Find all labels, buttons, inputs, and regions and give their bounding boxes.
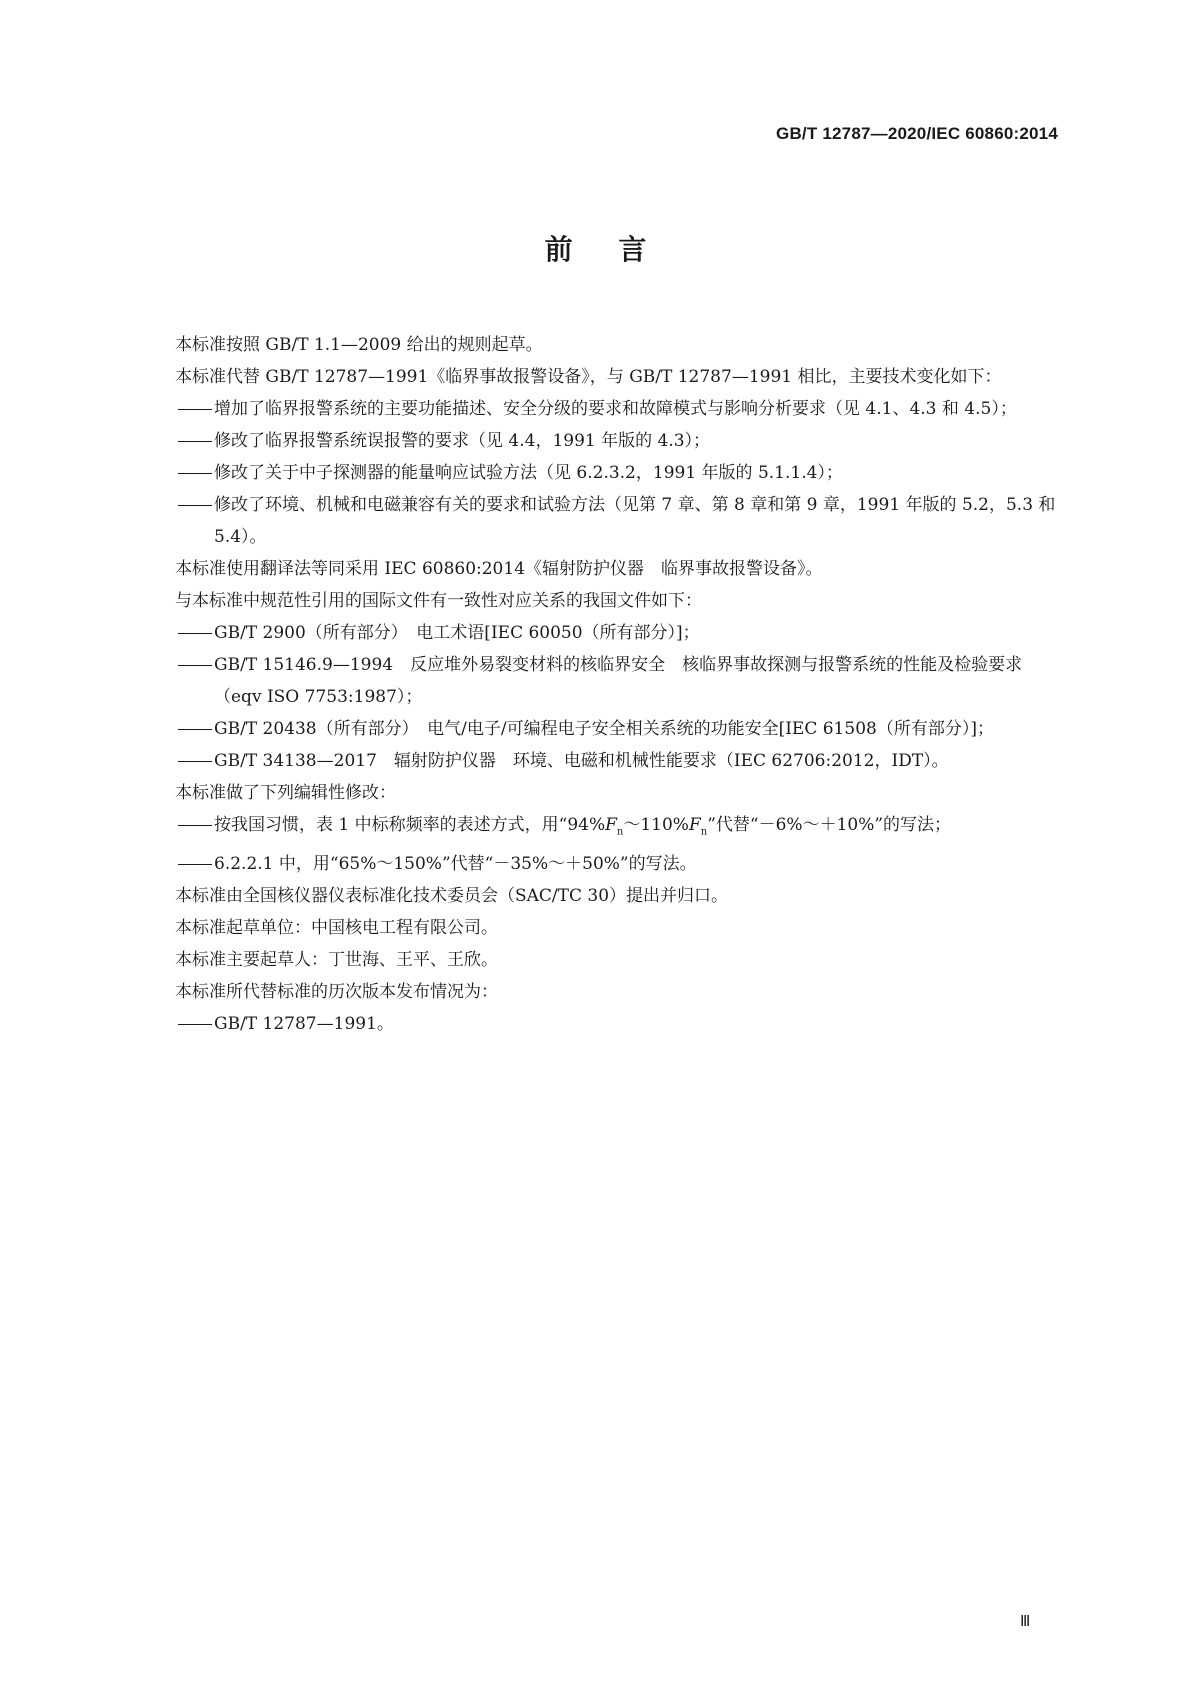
list-item-reference: GB/T 20438（所有部分） 电气/电子/可编程电子安全相关系统的功能安全[IEC 61508（所有部分）]； — [214, 719, 994, 739]
list-item-reference: GB/T 2900（所有部分） 电工术语[IEC 60050（所有部分）]； — [214, 623, 700, 643]
paragraph-references-intro: 与本标准中规范性引用的国际文件有一致性对应关系的我国文件如下： — [175, 591, 702, 611]
list-item-editorial: 6.2.2.1 中，用“65%～150%”代替“－35%～＋50%”的写法。 — [214, 854, 697, 875]
paragraph-replacement: 本标准代替 GB/T 12787—1991《临界事故报警设备》，与 GB/T 12787—1991 相比，主要技术变化如下： — [175, 367, 1002, 387]
list-item-change: 修改了临界报警系统误报警的要求（见 4.4，1991 年版的 4.3）； — [214, 431, 711, 451]
list-item-reference: GB/T 15146.9—1994 反应堆外易裂变材料的核临界安全 核临界事故探测与报警系统的性能及检验要求（eqv ISO 7753:1987）； — [214, 655, 1023, 707]
paragraph-drafters: 本标准主要起草人：丁世海、王平、王欣。 — [175, 950, 498, 971]
list-item-change: 增加了临界报警系统的主要功能描述、安全分级的要求和故障模式与影响分析要求（见 4.1、4.3 和 4.5）； — [214, 399, 1017, 419]
paragraph-history-intro: 本标准所代替标准的历次版本发布情况为： — [175, 982, 498, 1003]
paragraph-proposer: 本标准由全国核仪器仪表标准化技术委员会（SAC/TC 30）提出并归口。 — [175, 886, 729, 907]
paragraph-adoption: 本标准使用翻译法等同采用 IEC 60860:2014《辐射防护仪器 临界事故报警设备》。 — [175, 559, 823, 579]
list-item-history: GB/T 12787—1991。 — [214, 1014, 394, 1035]
list-item-reference: GB/T 34138—2017 辐射防护仪器 环境、电磁和机械性能要求（IEC 62706:2012，IDT）。 — [214, 751, 949, 771]
page-title: 前 言 — [544, 233, 647, 266]
list-item-change: 修改了关于中子探测器的能量响应试验方法（见 6.2.3.2，1991 年版的 5.1.1.4）； — [214, 463, 843, 483]
foreword-body — [127, 329, 1060, 1040]
paragraph-editorial-intro: 本标准做了下列编辑性修改： — [175, 783, 396, 803]
standard-number-header: GB/T 12787—2020/IEC 60860:2014 — [776, 124, 1058, 143]
paragraph-drafting-unit: 本标准起草单位：中国核电工程有限公司。 — [175, 918, 498, 939]
paragraph-drafting-rules: 本标准按照 GB/T 1.1—2009 给出的规则起草。 — [175, 335, 543, 355]
list-item-change: 修改了环境、机械和电磁兼容有关的要求和试验方法（见第 7 章、第 8 章和第 9 章，1991 年版的 5.2，5.3 和 5.4）。 — [214, 495, 1056, 547]
page-number: Ⅲ — [1020, 1612, 1031, 1630]
list-item-editorial: 按我国习惯，表 1 中标称频率的表述方式，用“$94\%F_n\sim 110\%F_n$”代替“－6%～＋10%”的写法； — [214, 815, 952, 838]
